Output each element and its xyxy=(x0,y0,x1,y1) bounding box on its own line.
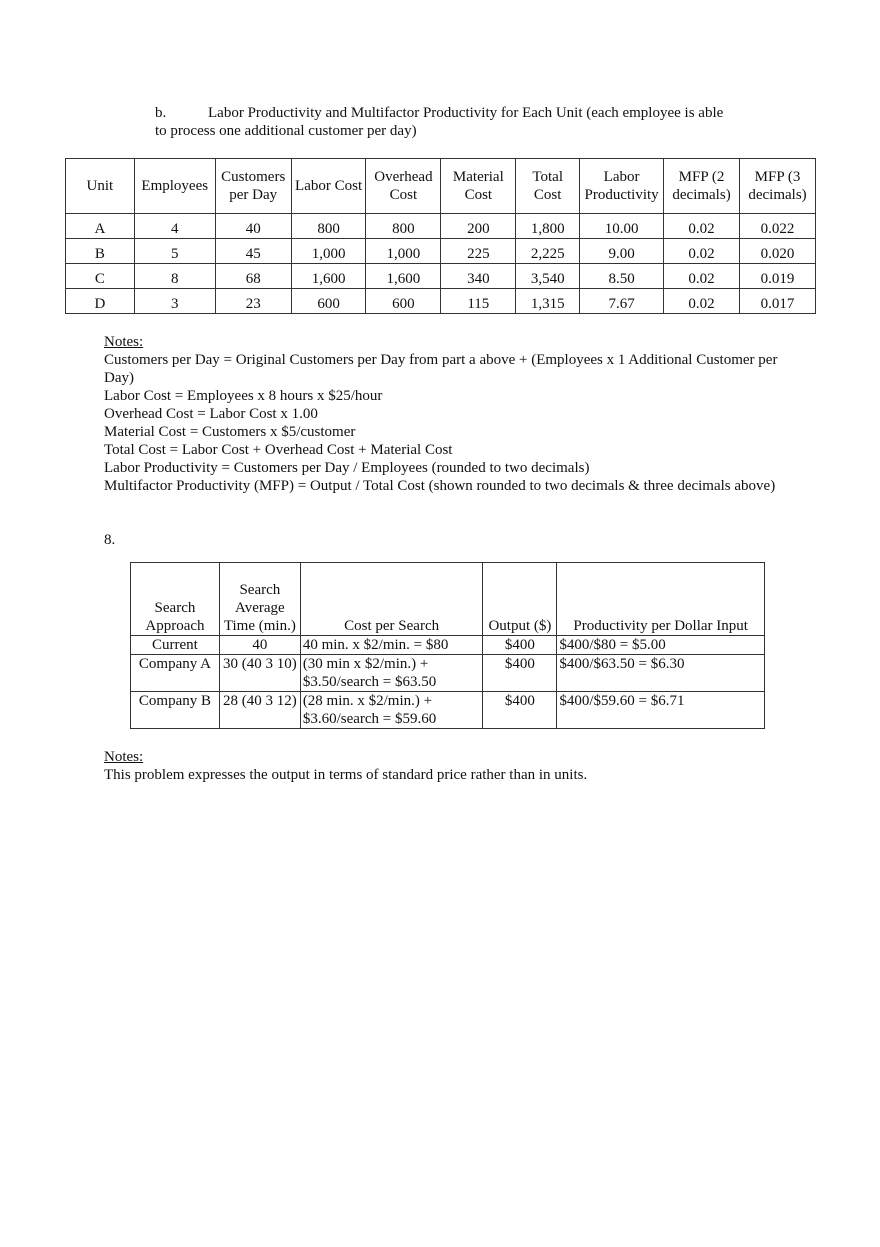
table-cell: 0.02 xyxy=(664,214,740,239)
column-header: Total Cost xyxy=(516,159,580,214)
table-cell: D xyxy=(66,289,135,314)
table-cell: 2,225 xyxy=(516,239,580,264)
table-cell: 8.50 xyxy=(580,264,664,289)
table-cell: 200 xyxy=(441,214,516,239)
notes-title: Notes: xyxy=(104,749,144,765)
table-row xyxy=(131,636,765,655)
column-header: Search Average Time (min.) xyxy=(219,563,300,636)
table-row xyxy=(66,239,816,264)
column-header: Employees xyxy=(134,159,215,214)
table-cell: 23 xyxy=(215,289,291,314)
table-cell: 340 xyxy=(441,264,516,289)
column-header: Material Cost xyxy=(441,159,516,214)
table-cell: 3,540 xyxy=(516,264,580,289)
table-cell: 0.019 xyxy=(740,264,816,289)
table-cell: C xyxy=(66,264,135,289)
table-cell: 1,000 xyxy=(291,239,366,264)
table-cell: 0.017 xyxy=(740,289,816,314)
table-row xyxy=(66,264,816,289)
table-cell: 8 xyxy=(134,264,215,289)
column-header: Productivity per Dollar Input xyxy=(557,563,765,636)
part-label: b. xyxy=(155,105,167,121)
table-header-row xyxy=(66,159,816,214)
note-line: Customers per Day = Original Customers per Day from part a above + (Employees x 1 Additional Customer per Day) xyxy=(104,352,778,386)
note-line: Material Cost = Customers x $5/customer xyxy=(104,424,356,440)
table-row xyxy=(131,655,765,692)
column-header: Cost per Search xyxy=(300,563,483,636)
notes-section-2 xyxy=(104,748,784,784)
table-cell: 68 xyxy=(215,264,291,289)
column-header: MFP (2 decimals) xyxy=(664,159,740,214)
table-cell: Current xyxy=(131,636,220,655)
column-header: Search Approach xyxy=(131,563,220,636)
table-cell: 600 xyxy=(291,289,366,314)
column-header: Overhead Cost xyxy=(366,159,441,214)
table-cell: B xyxy=(66,239,135,264)
table-row xyxy=(131,692,765,729)
search-table xyxy=(130,562,765,729)
note-line: This problem expresses the output in terms of standard price rather than in units. xyxy=(104,767,588,783)
table-cell: 40 min. x $2/min. = $80 xyxy=(300,636,483,655)
table-cell: $400 xyxy=(483,692,557,729)
table-cell: 600 xyxy=(366,289,441,314)
table-cell: 1,315 xyxy=(516,289,580,314)
table-cell: Company B xyxy=(131,692,220,729)
table-cell: 1,600 xyxy=(366,264,441,289)
table-cell: 225 xyxy=(441,239,516,264)
table-cell: $400 xyxy=(483,655,557,692)
table-cell: (28 min. x $2/min.) + $3.60/search = $59.60 xyxy=(300,692,483,729)
table-cell: A xyxy=(66,214,135,239)
column-header: Customers per Day xyxy=(215,159,291,214)
table-cell: $400/$59.60 = $6.71 xyxy=(557,692,765,729)
table-cell: 45 xyxy=(215,239,291,264)
table-cell: 9.00 xyxy=(580,239,664,264)
table-cell: $400/$80 = $5.00 xyxy=(557,636,765,655)
table-cell: 5 xyxy=(134,239,215,264)
table-cell: 1,000 xyxy=(366,239,441,264)
table-cell: 3 xyxy=(134,289,215,314)
table-cell: 7.67 xyxy=(580,289,664,314)
table-cell: 115 xyxy=(441,289,516,314)
part-title-cont: to process one additional customer per day) xyxy=(155,123,417,139)
productivity-table xyxy=(65,158,816,314)
table-cell: 28 (40 3 12) xyxy=(219,692,300,729)
table-row xyxy=(66,214,816,239)
table-cell: $400/$63.50 = $6.30 xyxy=(557,655,765,692)
problem-number: 8. xyxy=(104,532,116,548)
notes-title: Notes: xyxy=(104,334,144,350)
table-cell: 1,800 xyxy=(516,214,580,239)
note-line: Multifactor Productivity (MFP) = Output / Total Cost (shown rounded to two decimals & three decimals above) xyxy=(104,478,776,494)
table-cell: 0.022 xyxy=(740,214,816,239)
table-row xyxy=(66,289,816,314)
table-cell: 40 xyxy=(215,214,291,239)
column-header: Output ($) xyxy=(483,563,557,636)
table-cell: $400 xyxy=(483,636,557,655)
table-cell: 10.00 xyxy=(580,214,664,239)
note-line: Total Cost = Labor Cost + Overhead Cost + Material Cost xyxy=(104,442,453,458)
table-cell: 4 xyxy=(134,214,215,239)
table-cell: 30 (40 3 10) xyxy=(219,655,300,692)
table-cell: 0.020 xyxy=(740,239,816,264)
note-line: Labor Cost = Employees x 8 hours x $25/hour xyxy=(104,388,383,404)
table-cell: 800 xyxy=(366,214,441,239)
table-cell: 800 xyxy=(291,214,366,239)
table-cell: 0.02 xyxy=(664,239,740,264)
notes-section xyxy=(104,333,784,495)
part-title: Labor Productivity and Multifactor Productivity for Each Unit (each employee is able xyxy=(208,105,724,121)
table-cell: 0.02 xyxy=(664,289,740,314)
table-cell: 1,600 xyxy=(291,264,366,289)
table-cell: 0.02 xyxy=(664,264,740,289)
column-header: MFP (3 decimals) xyxy=(740,159,816,214)
column-header: Unit xyxy=(66,159,135,214)
column-header: Labor Cost xyxy=(291,159,366,214)
table-header-row xyxy=(131,563,765,636)
table-cell: 40 xyxy=(219,636,300,655)
note-line: Labor Productivity = Customers per Day / Employees (rounded to two decimals) xyxy=(104,460,590,476)
note-line: Overhead Cost = Labor Cost x 1.00 xyxy=(104,406,318,422)
column-header: Labor Productivity xyxy=(580,159,664,214)
table-cell: Company A xyxy=(131,655,220,692)
table-cell: (30 min x $2/min.) + $3.50/search = $63.50 xyxy=(300,655,483,692)
